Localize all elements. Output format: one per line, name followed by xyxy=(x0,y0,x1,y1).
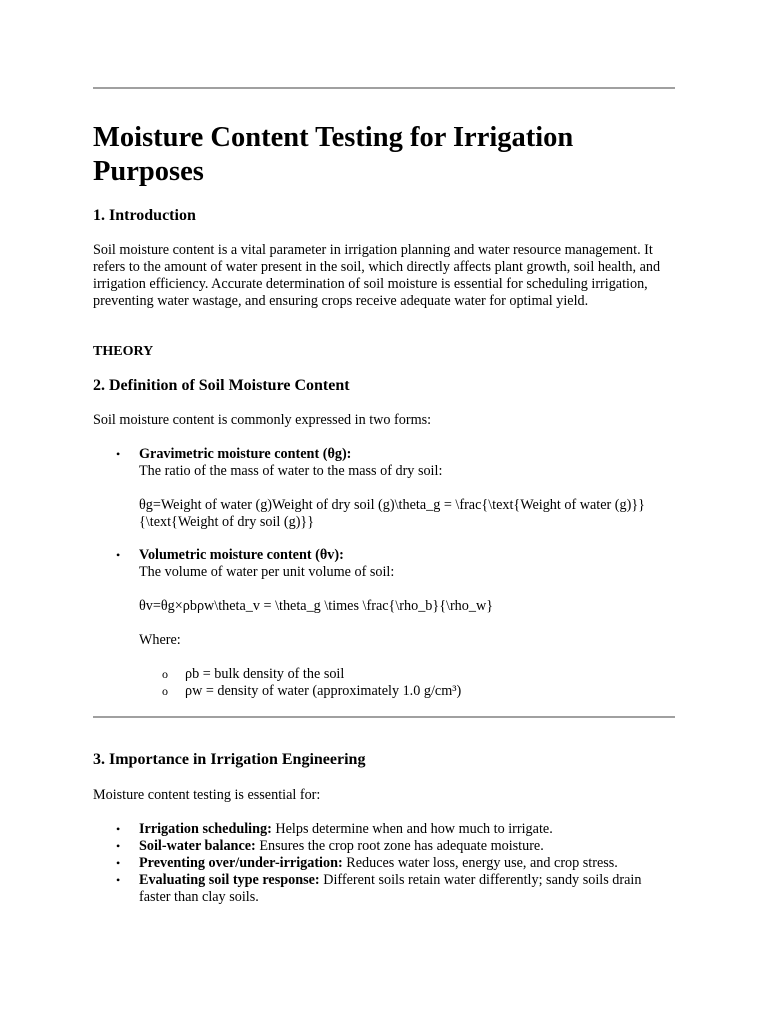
horizontal-rule xyxy=(93,716,675,718)
introduction-paragraph: Soil moisture content is a vital parameter in irrigation planning and water resource management. It refers to the amount of water present in the soil, which directly affects plant growth, soil health, and irrigation efficiency. Accurate determination of soil moisture is essential for scheduling irrigation, preventing water wastage, and ensuring crops receive adequate water for optimal yield. xyxy=(93,242,661,309)
theory-label: THEORY xyxy=(93,344,154,359)
gravimetric-term: Gravimetric moisture content (θg): xyxy=(139,446,352,462)
circle-bullet-icon: o xyxy=(162,667,168,681)
importance-term: Irrigation scheduling: xyxy=(139,821,272,837)
list-item-volumetric xyxy=(93,547,675,649)
importance-term: Evaluating soil type response: xyxy=(139,872,320,888)
density-sublist xyxy=(93,666,675,700)
importance-text: Ensures the crop root zone has adequate moisture. xyxy=(255,838,544,854)
definition-lead: Soil moisture content is commonly expressed in two forms: xyxy=(93,412,432,428)
section-heading-importance: 3. Importance in Irrigation Engineering xyxy=(93,751,366,768)
list-item xyxy=(93,872,675,906)
list-item xyxy=(93,855,675,872)
page-title: Moisture Content Testing for Irrigation Purposes xyxy=(93,122,574,187)
horizontal-rule xyxy=(93,87,675,89)
circle-bullet-icon: o xyxy=(162,684,168,698)
bullet-icon: • xyxy=(116,447,121,461)
importance-term: Preventing over/under-irrigation: xyxy=(139,855,343,871)
gravimetric-formula: θg=Weight of water (g)Weight of dry soil (g)\theta_g = \frac{\text{Weight of water (g)}}{\text{Weight of dry soil (g)}} xyxy=(139,497,645,530)
list-item-gravimetric xyxy=(93,446,675,531)
section-heading-definition: 2. Definition of Soil Moisture Content xyxy=(93,377,350,394)
sublist-item-bulk-density xyxy=(93,666,675,683)
bullet-icon: • xyxy=(116,548,121,562)
list-item xyxy=(93,821,675,838)
bullet-icon: • xyxy=(116,873,121,887)
bullet-icon: • xyxy=(116,856,121,870)
bulk-density-text: ρb = bulk density of the soil xyxy=(185,666,345,682)
importance-lead: Moisture content testing is essential for: xyxy=(93,787,321,803)
definition-list xyxy=(93,446,675,531)
volumetric-term: Volumetric moisture content (θv): xyxy=(139,547,344,563)
importance-list xyxy=(93,821,675,906)
importance-text: Helps determine when and how much to irrigate. xyxy=(271,821,553,837)
volumetric-description: The volume of water per unit volume of soil: xyxy=(139,564,395,580)
sublist-item-water-density xyxy=(93,683,675,700)
importance-text: Different soils retain water differently; sandy soils drain faster than clay soils. xyxy=(139,872,642,905)
importance-term: Soil-water balance: xyxy=(139,838,256,854)
section-heading-introduction: 1. Introduction xyxy=(93,207,196,224)
list-item xyxy=(93,838,675,855)
volumetric-formula: θv=θg×ρbρw\theta_v = \theta_g \times \frac{\rho_b}{\rho_w} xyxy=(139,598,494,614)
bullet-icon: • xyxy=(116,839,121,853)
where-label: Where: xyxy=(139,632,181,648)
definition-list-2 xyxy=(93,547,675,649)
water-density-text: ρw = density of water (approximately 1.0 g/cm³) xyxy=(185,683,462,699)
importance-text: Reduces water loss, energy use, and crop stress. xyxy=(342,855,618,871)
bullet-icon: • xyxy=(116,822,121,836)
gravimetric-description: The ratio of the mass of water to the mass of dry soil: xyxy=(139,463,443,479)
